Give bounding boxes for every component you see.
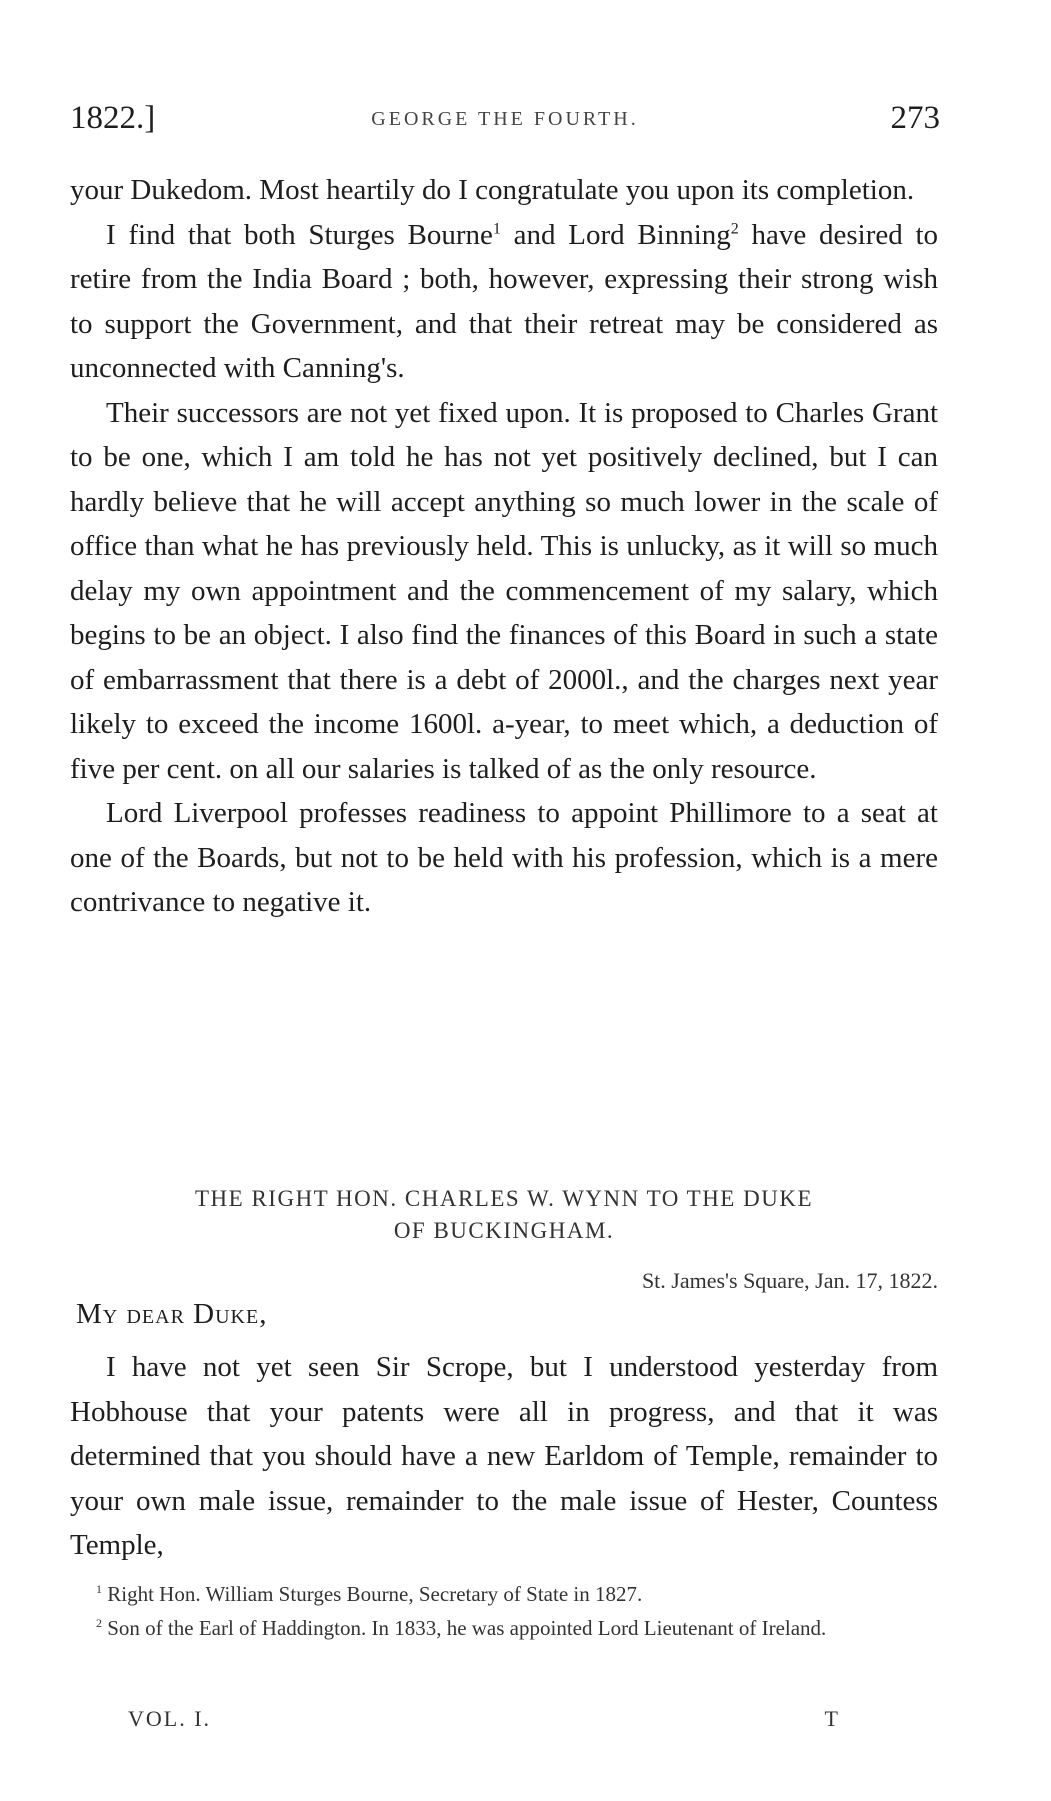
paragraph-text: I find that both Sturges Bourne [106, 218, 493, 251]
footnote-ref-2: 2 [730, 219, 739, 237]
footnote-text: Right Hon. William Sturges Bourne, Secretary of State in 1827. [107, 1582, 643, 1606]
letter-paragraph: I have not yet seen Sir Scrope, but I understood yesterday from Hobhouse that your patents were all in progress, and that it was determined that you should have a new Earldom of Temple, remainder to your own male issue, remainder to the male issue of Hester, Countess Temple, [70, 1351, 938, 1561]
paragraph-text: a-year, to meet which, a deduction of five per cent. on all our salaries is talked of as the only resource. [70, 708, 938, 785]
paragraph-text: have desired to retire from the India Board ; both, however, expressing their strong wish to support the Government, and that their retreat may be considered as unconnected with Canning's. [70, 218, 939, 384]
footnote-mark: 2 [96, 1616, 102, 1630]
paragraph-india-board [70, 213, 938, 391]
footnote-mark: 1 [96, 1582, 102, 1596]
letter-heading [70, 1183, 938, 1247]
paragraph-text: and Lord Binning [500, 218, 731, 251]
page-number: 273 [890, 100, 940, 136]
footnote-1 [70, 1577, 938, 1611]
letter-heading-line: OF BUCKINGHAM. [393, 1218, 615, 1243]
signature-line [70, 1706, 938, 1736]
running-head-title: GEORGE THE FOURTH. [371, 108, 639, 130]
amount-debt: 2000l. [548, 663, 622, 696]
letter-place-date: St. James's Square, Jan. 17, 1822. [641, 1268, 938, 1293]
paragraph-liverpool: Lord Liverpool professes readiness to appoint Phillimore to a seat at one of the Boards, but not to be held with his profession, which is a mere contrivance to negative it. [70, 797, 938, 918]
running-head-year: 1822.] [70, 100, 156, 136]
body-text [70, 168, 938, 925]
letter-body [70, 1345, 938, 1568]
footnote-ref-1: 1 [492, 219, 501, 237]
amount-income: 1600l. [408, 708, 483, 740]
letter-heading-line: THE RIGHT HON. CHARLES W. WYNN TO THE DUKE [195, 1186, 813, 1211]
paragraph-successors [70, 391, 938, 792]
footnotes [70, 1577, 938, 1645]
signature-mark: T [824, 1706, 840, 1731]
letter-salutation: My dear Duke, [76, 1298, 268, 1330]
volume-label: VOL. I. [128, 1706, 212, 1731]
paragraph-text: , and the charges next year likely to exceed the income [70, 663, 938, 740]
footnote-text: Son of the Earl of Haddington. In 1833, he was appointed Lord Lieutenant of Ireland. [107, 1616, 827, 1640]
running-head [70, 100, 940, 144]
paragraph-text: Their successors are not yet fixed upon. It is proposed to Charles Grant to be one, which I am told he has not yet positively declined, but I can hardly believe that he will accept anything so much lower in the scale of office than what he has previously held. This is unlucky, as it will so much delay my own appointment and the commencement of my salary, which begins to be an object. I also find the finances of this Board in such a state of embarrassment that there is a debt of [70, 396, 938, 696]
paragraph-continued: your Dukedom. Most heartily do I congratulate you upon its completion. [70, 174, 915, 206]
footnote-2 [70, 1611, 938, 1645]
